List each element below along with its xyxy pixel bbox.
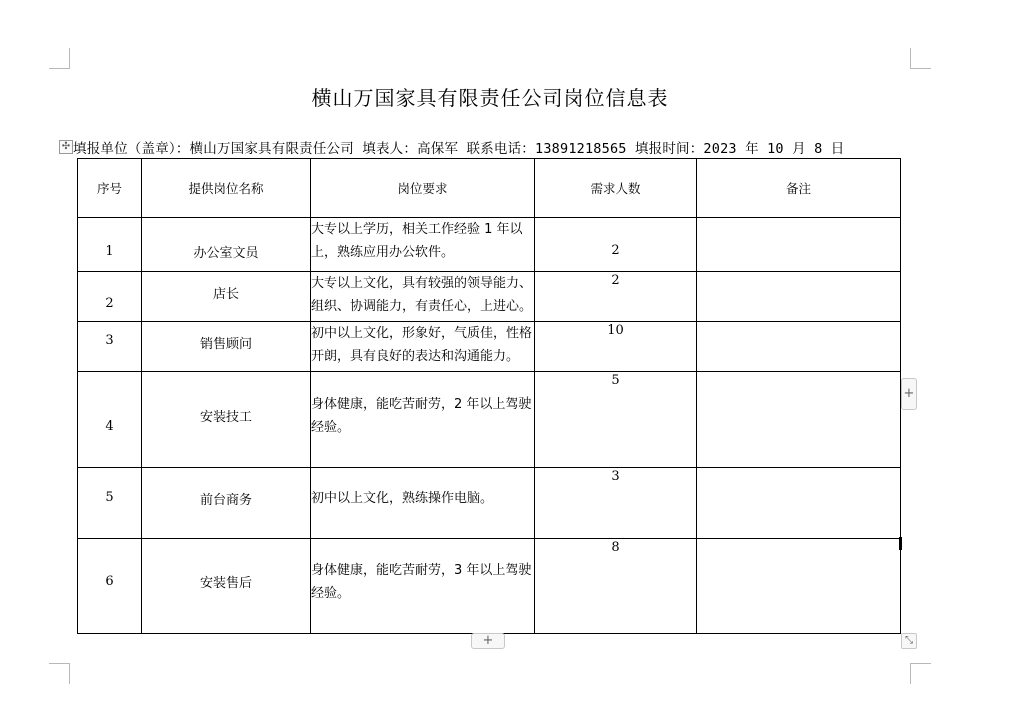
cell-num-text: 8 — [611, 540, 620, 555]
info-line[interactable]: 填报单位（盖章）：横山万国家具有限责任公司 填表人：高保军 联系电话：13891218565 填报时间：2023 年 10 月 8 日 — [73, 141, 845, 157]
header-note[interactable]: 备注 — [697, 159, 901, 218]
cell-req[interactable] — [311, 372, 535, 468]
cell-req[interactable] — [311, 468, 535, 539]
cell-name-text: 店长 — [212, 287, 239, 302]
header-name[interactable]: 提供岗位名称 — [142, 159, 311, 218]
cell-no-text: 3 — [105, 333, 114, 348]
cell-no-text: 2 — [105, 296, 114, 311]
cell-req[interactable]: 初中以上文化，形象好，气质佳，性格开朗，具有良好的表达和沟通能力。 — [311, 322, 535, 372]
add-row-button[interactable]: + — [471, 633, 505, 649]
cell-note[interactable] — [697, 468, 901, 539]
cell-note[interactable] — [697, 322, 901, 372]
cell-num[interactable] — [535, 468, 697, 539]
cell-req-text: 初中以上文化，熟练操作电脑。 — [311, 491, 494, 506]
cell-name[interactable] — [142, 218, 311, 272]
cell-req[interactable]: 大专以上学历，相关工作经验 1 年以上，熟练应用办公软件。 — [311, 218, 535, 272]
text-cursor — [899, 537, 902, 550]
cell-note[interactable] — [697, 218, 901, 272]
cell-name[interactable] — [142, 539, 311, 634]
crop-mark-top-left — [49, 48, 70, 69]
cell-no[interactable] — [78, 322, 142, 372]
header-row — [78, 159, 901, 218]
cell-no-text: 6 — [105, 574, 114, 589]
cell-num-text: 3 — [611, 469, 620, 484]
cell-num[interactable] — [535, 372, 697, 468]
cell-no[interactable] — [78, 539, 142, 634]
cell-no[interactable] — [78, 218, 142, 272]
cell-no-text: 5 — [105, 490, 114, 505]
cell-req-text: 身体健康，能吃苦耐劳，2 年以上驾驶经验。 — [311, 397, 532, 435]
cell-no[interactable] — [78, 372, 142, 468]
cell-name-text: 办公室文员 — [193, 246, 259, 261]
add-column-button[interactable]: + — [901, 378, 917, 410]
cell-num-text: 10 — [607, 323, 624, 338]
cell-num-text: 5 — [611, 373, 620, 388]
table-row — [78, 218, 901, 272]
crop-mark-bottom-right — [910, 663, 931, 684]
cell-note[interactable] — [697, 539, 901, 634]
cell-no[interactable] — [78, 468, 142, 539]
cell-name-text: 安装售后 — [199, 576, 252, 591]
cell-name[interactable] — [142, 272, 311, 322]
cell-req[interactable] — [311, 539, 535, 634]
table-row — [78, 322, 901, 372]
cell-num-text: 2 — [611, 273, 620, 288]
cell-no-text: 1 — [105, 244, 114, 259]
cell-num[interactable] — [535, 272, 697, 322]
table-row — [78, 272, 901, 322]
cell-name[interactable] — [142, 468, 311, 539]
header-num[interactable]: 需求人数 — [535, 159, 697, 218]
cell-name-text: 前台商务 — [199, 493, 252, 508]
cell-num-text: 2 — [611, 243, 620, 258]
cell-req[interactable]: 大专以上文化，具有较强的领导能力、组织、协调能力，有责任心，上进心。 — [311, 272, 535, 322]
cell-name[interactable] — [142, 322, 311, 372]
crop-mark-bottom-left — [49, 663, 70, 684]
cell-note[interactable] — [697, 372, 901, 468]
header-no[interactable]: 序号 — [78, 159, 142, 218]
cell-num[interactable] — [535, 322, 697, 372]
cell-no[interactable] — [78, 272, 142, 322]
job-info-table[interactable] — [77, 158, 901, 634]
table-row — [78, 539, 901, 634]
cell-note[interactable] — [697, 272, 901, 322]
cell-name-text: 安装技工 — [199, 410, 252, 425]
cell-req-text: 身体健康，能吃苦耐劳，3 年以上驾驶经验。 — [311, 563, 532, 601]
cell-name[interactable] — [142, 372, 311, 468]
cell-num[interactable] — [535, 218, 697, 272]
table-move-handle-icon[interactable]: ✣ — [59, 140, 73, 154]
table-resize-handle-icon[interactable]: ⤡ — [901, 633, 917, 649]
document-title[interactable]: 横山万国家具有限责任公司岗位信息表 — [311, 86, 669, 110]
table-row — [78, 372, 901, 468]
cell-num[interactable] — [535, 539, 697, 634]
header-req[interactable]: 岗位要求 — [311, 159, 535, 218]
table-row — [78, 468, 901, 539]
crop-mark-top-right — [910, 48, 931, 69]
cell-name-text: 销售顾问 — [199, 337, 252, 352]
cell-no-text: 4 — [105, 419, 114, 434]
